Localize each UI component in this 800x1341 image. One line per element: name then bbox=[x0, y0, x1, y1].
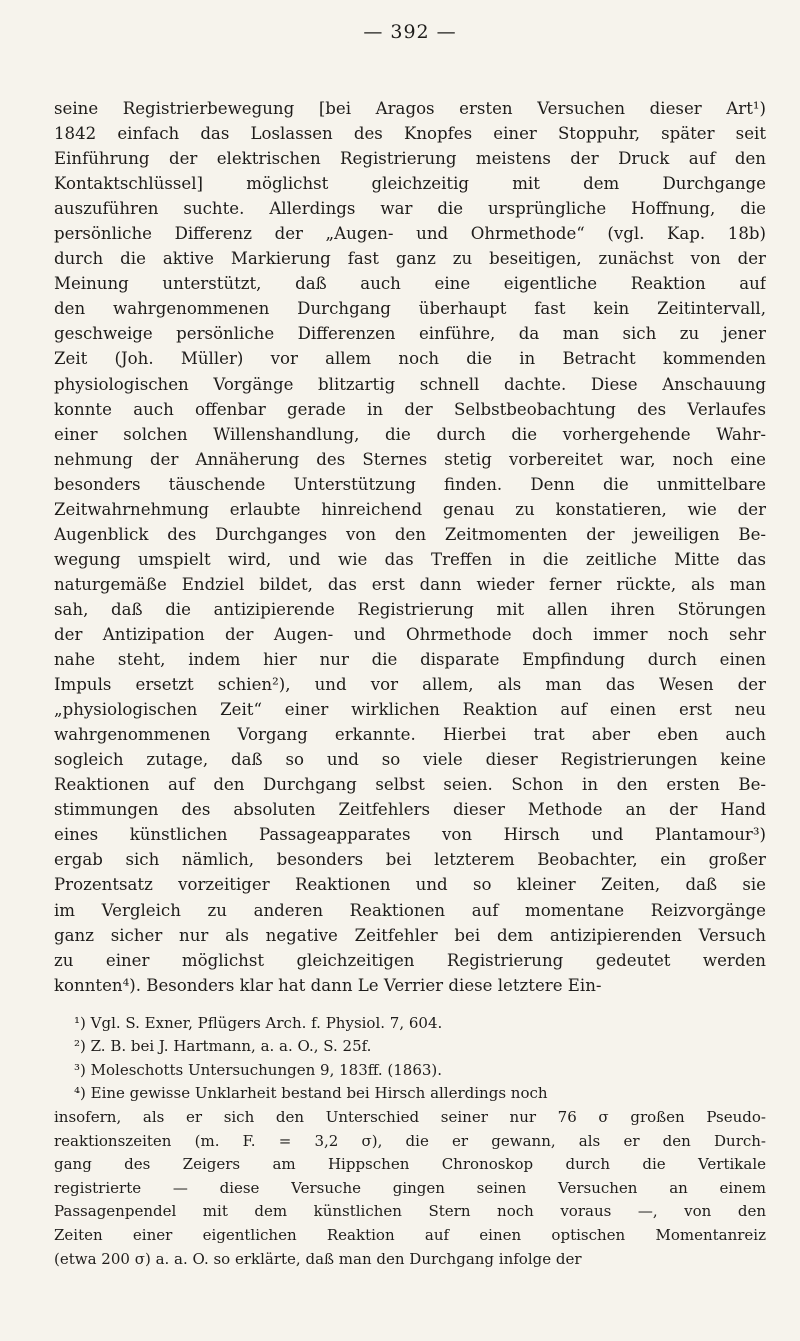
body-line: 1842 einfach das Loslassen des Knopfes einer Stoppuhr, später seit bbox=[54, 124, 766, 144]
body-line: physiologischen Vorgänge blitzartig schnell dachte. Diese Anschauung bbox=[54, 374, 766, 394]
body-line: wahrgenommenen Vorgang erkannte. Hierbei trat aber eben auch bbox=[54, 725, 766, 745]
body-line: stimmungen des absoluten Zeitfehlers dieser Methode an der Hand bbox=[54, 800, 766, 820]
body-line: konnte auch offenbar gerade in der Selbstbeobachtung des Verlaufes bbox=[54, 399, 766, 419]
body-line: eines künstlichen Passageapparates von Hirsch und Plantamour³) bbox=[54, 825, 766, 845]
footnote-line: reaktionszeiten (m. F. = 3,2 σ), die er gewann, als er den Durch- bbox=[54, 1131, 766, 1150]
body-line: einer solchen Willenshandlung, die durch die vorhergehende Wahr- bbox=[54, 424, 766, 444]
footnote-line: registrierte — diese Versuche gingen seinen Versuchen an einem bbox=[54, 1178, 766, 1197]
body-line: im Vergleich zu anderen Reaktionen auf momentane Reizvorgänge bbox=[54, 900, 766, 920]
body-line: seine Registrierbewegung [bei Aragos ersten Versuchen dieser Art¹) bbox=[54, 99, 766, 118]
body-line: Meinung unterstützt, daß auch eine eigentliche Reaktion auf bbox=[54, 274, 766, 294]
footnote-line: insofern, als er sich den Unterschied seiner nur 76 σ großen Pseudo- bbox=[54, 1108, 766, 1127]
body-line: geschweige persönliche Differenzen einführe, da man sich zu jener bbox=[54, 324, 766, 344]
footnote-line: ⁴) Eine gewisse Unklarheit bestand bei Hirsch allerdings noch bbox=[74, 1084, 548, 1103]
body-line: Zeitwahrnehmung erlaubte hinreichend genau zu konstatieren, wie der bbox=[54, 499, 766, 519]
footnote-line: gang des Zeigers am Hippschen Chronoskop durch die Vertikale bbox=[54, 1155, 766, 1174]
body-line: persönliche Differenz der „Augen- und Ohrmethode“ (vgl. Kap. 18b) bbox=[54, 224, 766, 244]
footnote-line: Passagenpendel mit dem künstlichen Stern noch voraus —, von den bbox=[54, 1202, 766, 1221]
footnote bbox=[54, 1012, 766, 1036]
footnote bbox=[54, 1059, 766, 1083]
body-line: auszuführen suchte. Allerdings war die ursprüngliche Hoffnung, die bbox=[54, 199, 766, 219]
footnote bbox=[54, 1035, 766, 1059]
body-line: wegung umspielt wird, und wie das Treffen in die zeitliche Mitte das bbox=[54, 549, 766, 569]
footnote-line: Zeiten einer eigentlichen Reaktion auf einen optischen Momentanreiz bbox=[54, 1226, 766, 1245]
body-line: ganz sicher nur als negative Zeitfehler bei dem antizipierenden Versuch bbox=[54, 925, 766, 945]
body-line: ergab sich nämlich, besonders bei letzterem Beobachter, ein großer bbox=[54, 850, 766, 870]
body-line: sah, daß die antizipierende Registrierung mit allen ihren Störungen bbox=[54, 599, 766, 619]
body-line: durch die aktive Markierung fast ganz zu beseitigen, zunächst von der bbox=[54, 249, 766, 269]
body-line: sogleich zutage, daß so und so viele dieser Registrierungen keine bbox=[54, 750, 766, 770]
body-line: „physiologischen Zeit“ einer wirklichen Reaktion auf einen erst neu bbox=[54, 700, 766, 720]
body-line: der Antizipation der Augen- und Ohrmethode doch immer noch sehr bbox=[54, 624, 766, 644]
body-line: konnten⁴). Besonders klar hat dann Le Verrier diese letztere Ein- bbox=[54, 975, 602, 995]
footnotes bbox=[54, 1012, 766, 1272]
body-line: Impuls ersetzt schien²), und vor allem, als man das Wesen der bbox=[54, 675, 766, 695]
body-line: Kontaktschlüssel] möglichst gleichzeitig mit dem Durchgange bbox=[54, 174, 766, 194]
footnote-line: (etwa 200 σ) a. a. O. so erklärte, daß man den Durchgang infolge der bbox=[54, 1249, 582, 1268]
body-line: Zeit (Joh. Müller) vor allem noch die in Betracht kommenden bbox=[54, 349, 766, 369]
body-line: Reaktionen auf den Durchgang selbst seien. Schon in den ersten Be- bbox=[54, 775, 766, 795]
body-line: naturgemäße Endziel bildet, das erst dann wieder ferner rückte, als man bbox=[54, 574, 766, 594]
body-line: Augenblick des Durchganges von den Zeitmomenten der jeweiligen Be- bbox=[54, 524, 766, 544]
body-line: nehmung der Annäherung des Sternes stetig vorbereitet war, noch eine bbox=[54, 449, 766, 469]
footnote bbox=[54, 1082, 766, 1271]
body-line: nahe steht, indem hier nur die disparate Empfindung durch einen bbox=[54, 650, 766, 670]
body-line: den wahrgenommenen Durchgang überhaupt fast kein Zeitintervall, bbox=[54, 299, 766, 319]
footnote-line: ²) Z. B. bei J. Hartmann, a. a. O., S. 25f. bbox=[74, 1037, 372, 1056]
page-number: — 392 — bbox=[363, 21, 457, 43]
body-line: besonders täuschende Unterstützung finden. Denn die unmittelbare bbox=[54, 474, 766, 494]
body-line: Prozentsatz vorzeitiger Reaktionen und so kleiner Zeiten, daß sie bbox=[54, 875, 766, 895]
body-line: Einführung der elektrischen Registrierung meistens der Druck auf den bbox=[54, 149, 766, 169]
body-text bbox=[54, 96, 766, 998]
footnote-line: ³) Moleschotts Untersuchungen 9, 183ff. (1863). bbox=[74, 1060, 443, 1079]
body-line: zu einer möglichst gleichzeitigen Registrierung gedeutet werden bbox=[54, 950, 766, 970]
footnote-line: ¹) Vgl. S. Exner, Pflügers Arch. f. Physiol. 7, 604. bbox=[74, 1013, 443, 1032]
